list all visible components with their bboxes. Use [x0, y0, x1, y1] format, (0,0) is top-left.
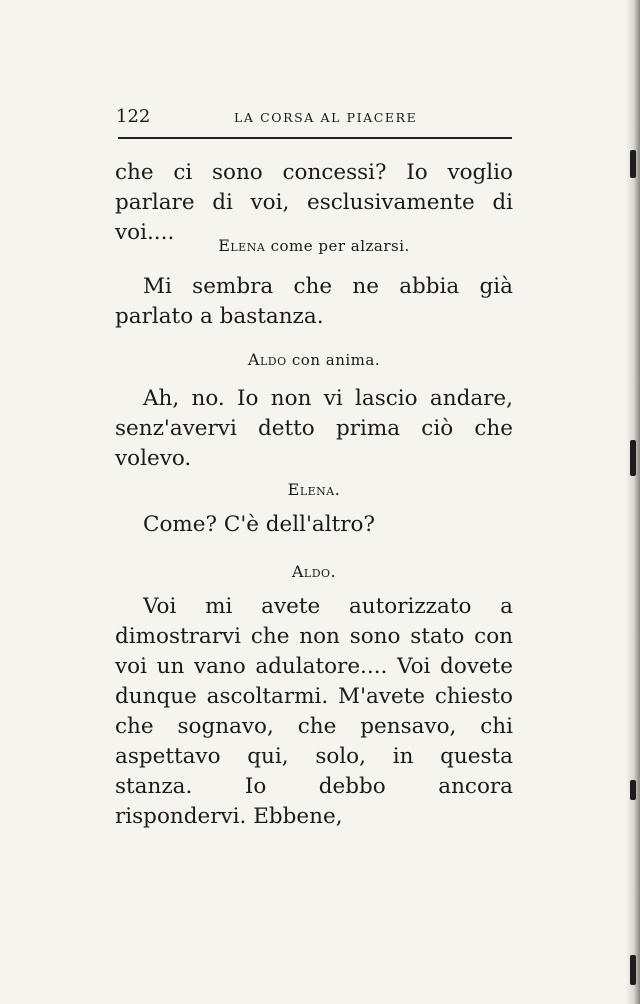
- speaker-name: Elena.: [287, 480, 341, 499]
- speaker-name: Aldo: [247, 350, 287, 369]
- page-header: [116, 106, 512, 132]
- edge-mark: [630, 150, 636, 178]
- stage-direction: come per alzarsi.: [270, 237, 410, 255]
- edge-mark: [630, 955, 636, 985]
- edge-mark: [630, 440, 636, 476]
- running-head: LA CORSA AL PIACERE: [234, 110, 418, 125]
- header-rule: [118, 137, 512, 139]
- speaker-elena-1: [115, 236, 513, 255]
- page-number: 122: [116, 106, 151, 127]
- paragraph-4: Come? C'è dell'altro?: [143, 512, 376, 537]
- paragraph-1: che ci sono concessi? Io voglio parlare di voi, esclusivamente di voi....: [115, 160, 513, 245]
- speaker-name: Aldo.: [291, 562, 337, 581]
- speaker-aldo-2: [115, 562, 513, 581]
- speaker-name: Elena: [218, 236, 266, 255]
- paragraph-3: Ah, no. Io non vi lascio andare, senz'avervi detto prima ciò che volevo.: [115, 386, 513, 471]
- paragraph-5: Voi mi avete autorizzato a dimostrarvi che non sono stato con voi un vano adulatore.... Voi dovete dunque ascoltarmi. M'avete chiesto che sognavo, che pensavo, chi aspettavo qui, solo, in questa stanza. Io debbo ancora rispondervi. Ebbene,: [115, 594, 513, 829]
- edge-mark: [630, 780, 636, 800]
- stage-direction: con anima.: [291, 351, 381, 369]
- speaker-elena-2: [115, 480, 513, 499]
- paragraph-2: Mi sembra che ne abbia già parlato a bastanza.: [115, 274, 513, 329]
- speaker-aldo-1: [115, 350, 513, 369]
